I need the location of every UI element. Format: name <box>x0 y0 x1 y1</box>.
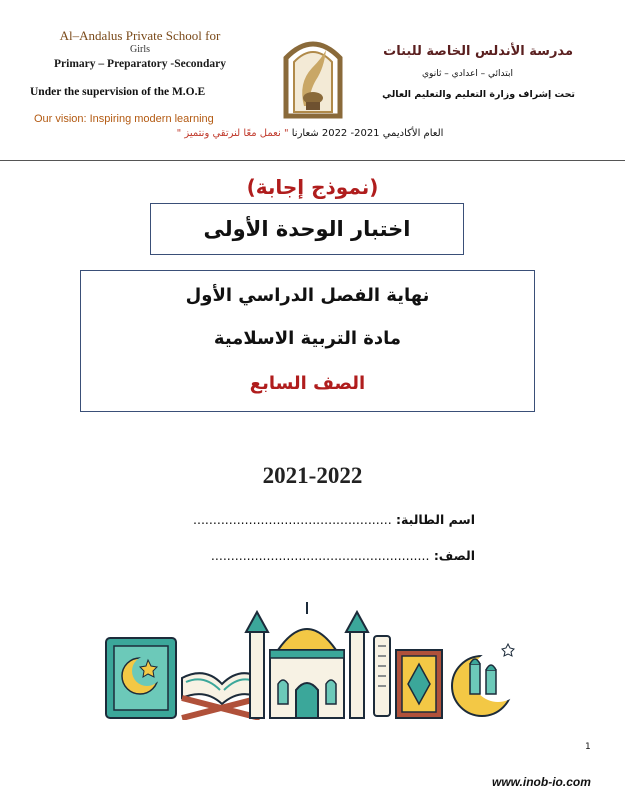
islamic-illustration <box>100 600 520 720</box>
page-number: 1 <box>585 742 591 752</box>
english-school-levels: Primary – Preparatory -Secondary <box>54 58 226 70</box>
student-name-label: اسم الطالبة: <box>396 512 475 527</box>
english-school-name: Al–Andalus Private School for <box>59 28 221 43</box>
prayer-rug-icon <box>396 650 442 718</box>
english-school-block <box>30 28 250 72</box>
exam-info-box <box>80 270 535 412</box>
arabic-supervision: تحت إشراف وزارة التعليم والتعليم العالي <box>382 89 575 100</box>
student-name-dots: .................................................. <box>193 512 392 527</box>
open-book-icon <box>182 673 260 718</box>
exam-title: اختبار الوحدة الأولى <box>203 217 411 241</box>
student-name-field[interactable] <box>193 512 475 527</box>
academic-year-line <box>150 128 470 139</box>
crescent-moon-icon <box>452 644 520 716</box>
class-label: الصف: <box>433 548 475 563</box>
exam-year: 2021-2022 <box>262 463 363 488</box>
website-link[interactable]: www.inob-io.com <box>492 775 591 789</box>
exam-title-box <box>150 203 464 255</box>
header-divider <box>0 160 625 161</box>
exam-subject: مادة التربية الاسلامية <box>213 328 402 349</box>
arabic-school-name: مدرسة الأندلس الخاصة للبنات <box>383 44 573 59</box>
scroll-icon <box>374 636 390 716</box>
english-supervision: Under the supervision of the M.O.E <box>30 86 206 98</box>
academic-year-text: العام الأكاديمي 2021- 2022 شعارنا <box>291 128 444 139</box>
class-dots: ....................................................... <box>210 548 430 563</box>
class-field[interactable] <box>211 548 475 563</box>
school-logo <box>278 28 348 120</box>
exam-grade: الصف السابع <box>249 373 366 394</box>
english-vision: Our vision: Inspiring modern learning <box>34 113 214 125</box>
arabic-school-levels: ابتدائي – اعدادي – ثانوي <box>422 69 513 79</box>
mosque-icon <box>246 602 368 718</box>
english-school-girls: Girls <box>130 44 150 55</box>
model-answer-label: (نموذج إجابة) <box>246 175 379 199</box>
slogan-text: " نعمل معًا لنرتقي ونتميز " <box>176 128 289 139</box>
exam-term: نهاية الفصل الدراسي الأول <box>185 285 430 306</box>
quran-book-icon <box>106 638 176 718</box>
